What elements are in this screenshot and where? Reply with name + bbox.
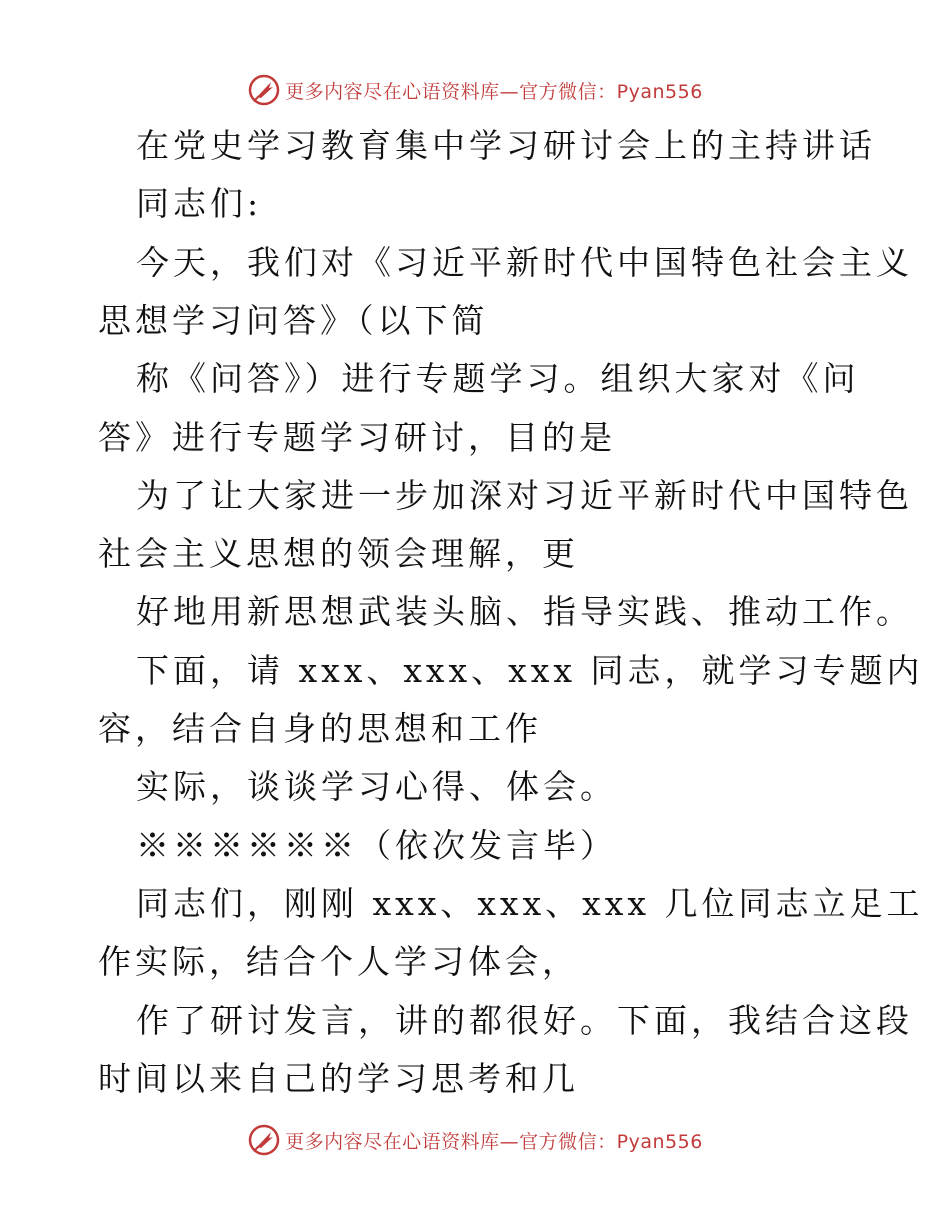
- quill-logo-icon: [247, 1123, 281, 1157]
- quill-logo-icon: [247, 73, 281, 107]
- text-line: ※※※※※※（依次发言毕）: [136, 825, 617, 865]
- watermark-text: 更多内容尽在心语资料库—官方微信：Pyan556: [285, 1130, 703, 1153]
- text-line: 今天，我们对《习近平新时代中国特色社会主义: [136, 242, 913, 282]
- text-line: 思想学习问答》（以下简: [98, 300, 489, 340]
- watermark-text: 更多内容尽在心语资料库—官方微信：Pyan556: [285, 80, 703, 103]
- text-line: 为了让大家进一步加深对习近平新时代中国特色: [136, 475, 913, 515]
- header-watermark: [0, 70, 950, 110]
- text-line: 同志们，刚刚 xxx、xxx、xxx 几位同志立足工: [136, 883, 924, 923]
- text-line: 时间以来自己的学习思考和几: [98, 1058, 579, 1098]
- text-line: 在党史学习教育集中学习研讨会上的主持讲话: [136, 126, 876, 165]
- text-line: 社会主义思想的领会理解，更: [98, 534, 579, 574]
- text-line: 作实际，结合个人学习体会，: [98, 942, 579, 982]
- text-line: 答》进行专题学习研讨，目的是: [98, 417, 616, 457]
- text-line: 实际，谈谈学习心得、体会。: [136, 767, 617, 807]
- text-line: 好地用新思想武装头脑、指导实践、推动工作。: [136, 592, 913, 632]
- footer-watermark: [0, 1120, 950, 1160]
- text-line: 称《问答》）进行专题学习。组织大家对《问: [136, 359, 860, 399]
- text-line: 下面，请 xxx、xxx、xxx 同志，就学习专题内: [136, 650, 924, 690]
- text-line: 容，结合自身的思想和工作: [98, 709, 542, 748]
- text-line: 同志们:: [136, 184, 263, 224]
- text-line: 作了研讨发言，讲的都很好。下面，我结合这段: [136, 1000, 913, 1040]
